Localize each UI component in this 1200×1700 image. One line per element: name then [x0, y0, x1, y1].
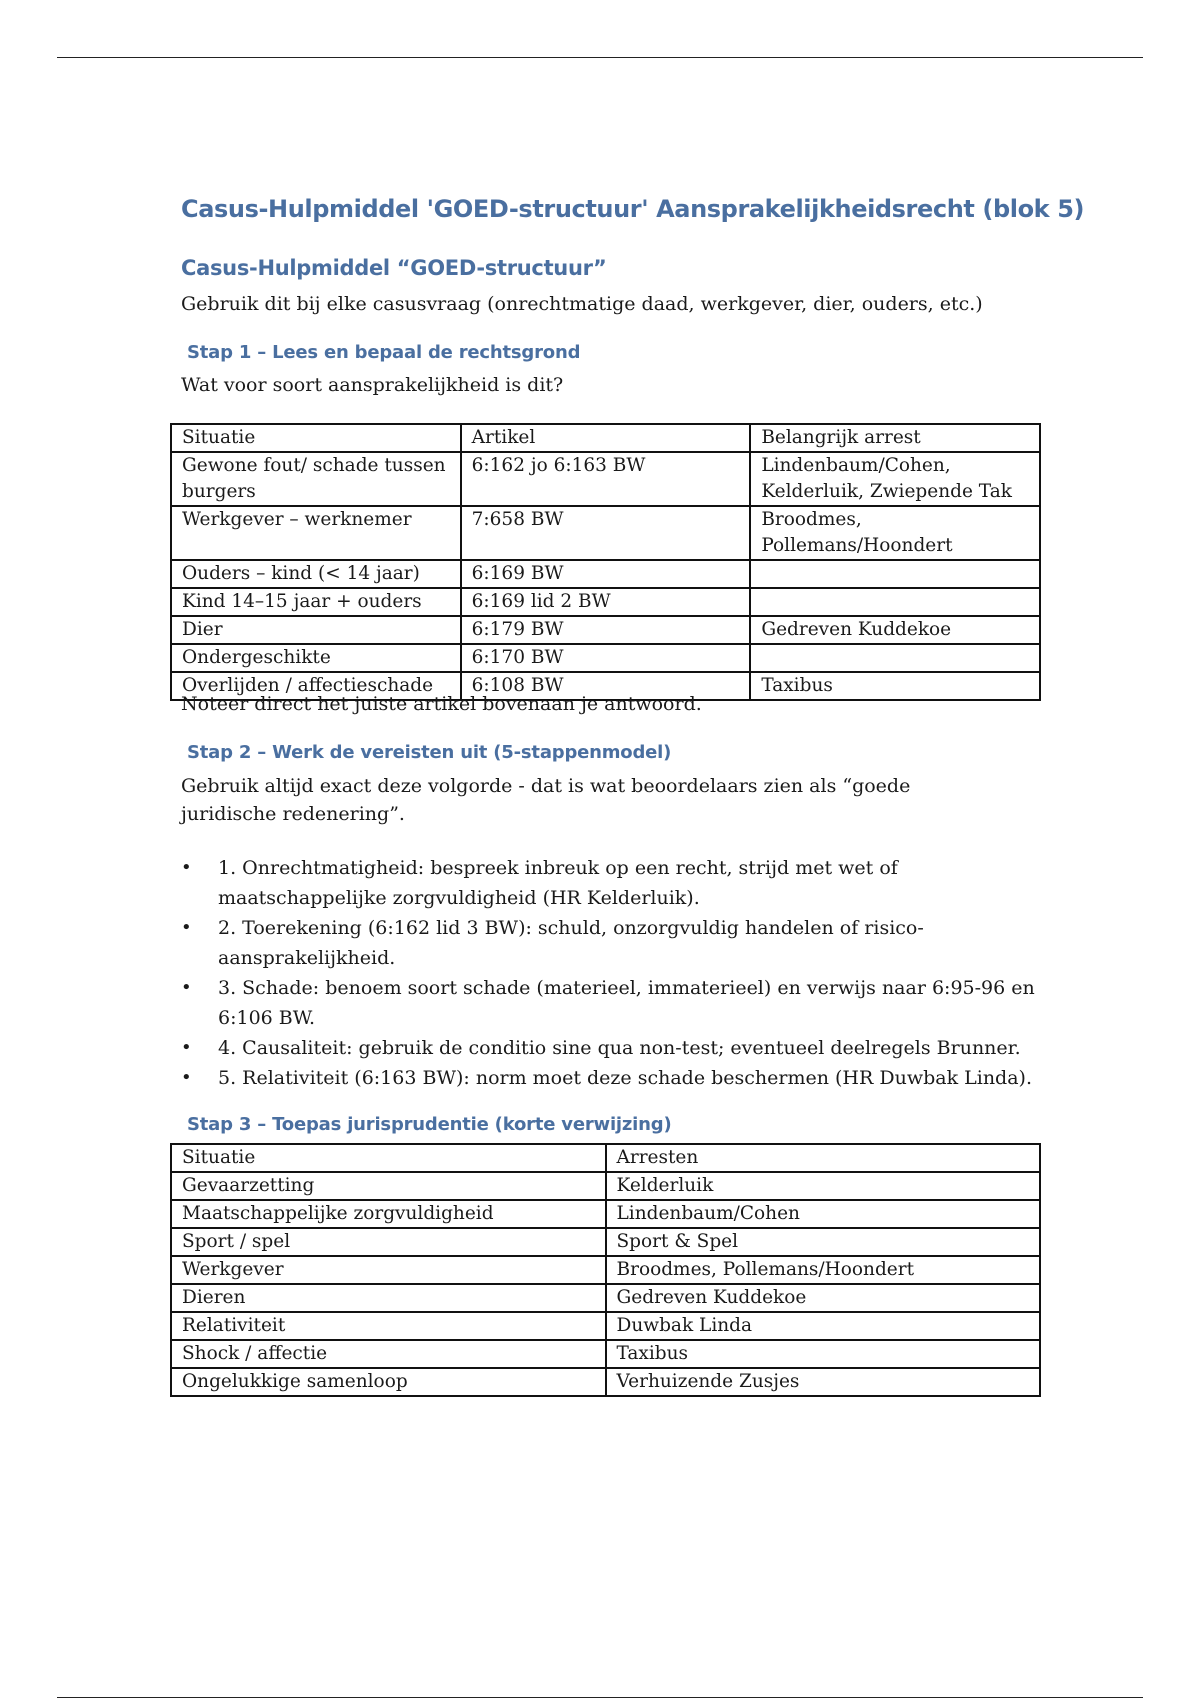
table-row	[171, 452, 1040, 506]
intro-text: Gebruik dit bij elke casusvraag (onrechtmatige daad, werkgever, dier, ouders, etc.)	[181, 293, 983, 315]
table-row	[171, 588, 1040, 616]
step3-heading: Stap 3 – Toepas jurisprudentie (korte verwijzing)	[187, 1114, 672, 1135]
table-cell: 6:169 BW	[461, 560, 751, 588]
table-cell: Werkgever	[171, 1256, 606, 1284]
list-item	[181, 973, 1061, 1033]
table-row	[171, 1172, 1040, 1200]
list-item	[181, 1063, 1061, 1093]
table-cell	[750, 644, 1040, 672]
requirements-list	[181, 853, 1061, 1093]
table-cell: 7:658 BW	[461, 506, 751, 560]
table-row	[171, 1368, 1040, 1396]
table-cell: Ouders – kind (< 14 jaar)	[171, 560, 461, 588]
table-cell: Ongelukkige samenloop	[171, 1368, 606, 1396]
table-cell	[750, 588, 1040, 616]
table-cell	[750, 560, 1040, 588]
table-cell: Broodmes, Pollemans/Hoondert	[606, 1256, 1041, 1284]
table-cell: Duwbak Linda	[606, 1312, 1041, 1340]
document-subtitle: Casus-Hulpmiddel “GOED-structuur”	[181, 256, 607, 280]
table-cell: Gevaarzetting	[171, 1172, 606, 1200]
case-law-table	[170, 1143, 1041, 1397]
table-cell: Broodmes, Pollemans/Hoondert	[750, 506, 1040, 560]
table-cell: Ondergeschikte	[171, 644, 461, 672]
table-cell: 6:170 BW	[461, 644, 751, 672]
table-cell: Gedreven Kuddekoe	[606, 1284, 1041, 1312]
list-item-text: 2. Toerekening (6:162 lid 3 BW): schuld, onzorgvuldig handelen of risico-aansprakelijkheid.	[218, 917, 924, 969]
table-cell: Relativiteit	[171, 1312, 606, 1340]
table-row	[171, 1200, 1040, 1228]
table-row	[171, 1312, 1040, 1340]
table-cell: Overlijden / affectieschade	[171, 672, 461, 700]
table-cell: Dier	[171, 616, 461, 644]
table-header-cell: Belangrijk arrest	[750, 424, 1040, 452]
table-row	[171, 1228, 1040, 1256]
table-row	[171, 1256, 1040, 1284]
table-row	[171, 644, 1040, 672]
table-cell: Werkgever – werknemer	[171, 506, 461, 560]
header-rule	[57, 57, 1143, 58]
list-item	[181, 913, 1061, 973]
bullet-icon: •	[181, 857, 192, 878]
step1-question: Wat voor soort aansprakelijkheid is dit?	[181, 374, 564, 396]
bullet-icon: •	[181, 917, 192, 938]
bullet-icon: •	[181, 1037, 192, 1058]
list-item-text: 5. Relativiteit (6:163 BW): norm moet deze schade beschermen (HR Duwbak Linda).	[218, 1067, 1032, 1089]
step1-note: Noteer direct het juiste artikel bovenaan je antwoord.	[181, 693, 702, 715]
table-header-cell: Arresten	[606, 1144, 1041, 1172]
table-row	[171, 1340, 1040, 1368]
table-header-cell: Situatie	[171, 1144, 606, 1172]
table-cell: Sport & Spel	[606, 1228, 1041, 1256]
document-title: Casus-Hulpmiddel 'GOED-structuur' Aansprakelijkheidsrecht (blok 5)	[181, 195, 1085, 223]
footer-rule	[57, 1697, 1143, 1698]
table-cell: Kind 14–15 jaar + ouders	[171, 588, 461, 616]
table-cell: Lindenbaum/Cohen, Kelderluik, Zwiepende Tak	[750, 452, 1040, 506]
table-header-row	[171, 424, 1040, 452]
bullet-icon: •	[181, 977, 192, 998]
table-row	[171, 616, 1040, 644]
list-item-text: 3. Schade: benoem soort schade (materieel, immaterieel) en verwijs naar 6:95-96 en 6:106 BW.	[218, 977, 1035, 1029]
table-header-cell: Artikel	[461, 424, 751, 452]
table-cell: Gewone fout/ schade tussen burgers	[171, 452, 461, 506]
table-cell: Kelderluik	[606, 1172, 1041, 1200]
step2-intro: Gebruik altijd exact deze volgorde - dat is wat beoordelaars zien als “goede juridische redenering”.	[181, 775, 911, 825]
list-item	[181, 1033, 1061, 1063]
table-cell: Sport / spel	[171, 1228, 606, 1256]
table-cell: Taxibus	[750, 672, 1040, 700]
table-header-row	[171, 1144, 1040, 1172]
step1-heading: Stap 1 – Lees en bepaal de rechtsgrond	[187, 342, 581, 363]
bullet-icon: •	[181, 1067, 192, 1088]
table-cell: Taxibus	[606, 1340, 1041, 1368]
table-cell: Gedreven Kuddekoe	[750, 616, 1040, 644]
step2-heading: Stap 2 – Werk de vereisten uit (5-stappenmodel)	[187, 742, 672, 763]
table-cell: 6:169 lid 2 BW	[461, 588, 751, 616]
table-cell: Dieren	[171, 1284, 606, 1312]
legal-basis-table	[170, 423, 1041, 701]
list-item	[181, 853, 1061, 913]
table-cell: 6:108 BW	[461, 672, 751, 700]
table-row	[171, 1284, 1040, 1312]
table-row	[171, 560, 1040, 588]
table-row	[171, 506, 1040, 560]
list-item-text: 4. Causaliteit: gebruik de conditio sine qua non-test; eventueel deelregels Brunner.	[218, 1037, 1021, 1059]
table-cell: Shock / affectie	[171, 1340, 606, 1368]
table-header-cell: Situatie	[171, 424, 461, 452]
table-cell: Verhuizende Zusjes	[606, 1368, 1041, 1396]
table-cell: 6:162 jo 6:163 BW	[461, 452, 751, 506]
list-item-text: 1. Onrechtmatigheid: bespreek inbreuk op een recht, strijd met wet of maatschappelijke zorgvuldigheid (HR Kelderluik).	[218, 857, 898, 909]
table-cell: Maatschappelijke zorgvuldigheid	[171, 1200, 606, 1228]
table-cell: 6:179 BW	[461, 616, 751, 644]
table-cell: Lindenbaum/Cohen	[606, 1200, 1041, 1228]
